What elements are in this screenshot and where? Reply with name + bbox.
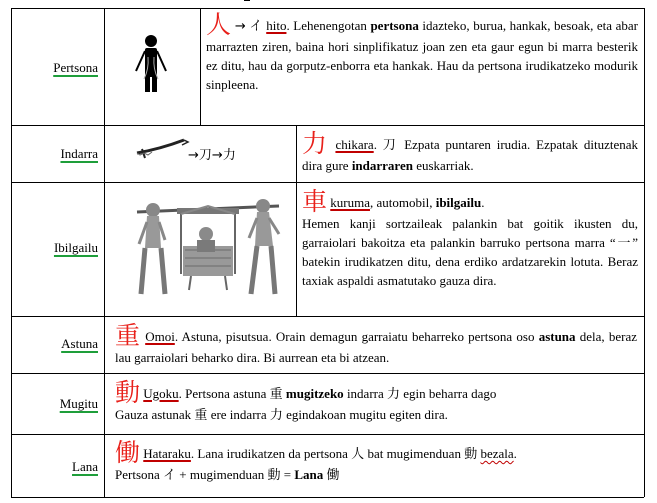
- row-divider: [11, 125, 644, 126]
- row-divider: [11, 316, 644, 317]
- row-divider: [11, 434, 644, 435]
- row-description-astuna: 重 Omoi. Astuna, pisutsua. Orain demagun garraiatu beharreko pertsona oso astuna dela, beraz lau garraiolari beharko dira. Bi aurrean eta bi atzean.: [115, 321, 638, 365]
- row-label-lana: Lana: [72, 459, 98, 474]
- row-divider: [11, 373, 644, 374]
- column-divider: [200, 8, 201, 125]
- row-label-pertsona: Pertsona: [53, 60, 98, 75]
- row-description-lana: 働 Hataraku. Lana irudikatzen da pertsona 人 bat mugimenduan 動 bezala. Pertsona イ + mugimenduan 動 = Lana 働: [115, 438, 517, 483]
- row-description-ibilgailu: 車 kuruma, automobil, ibilgailu. Hemen kanji sortzaileak palankin bat goitik ikusten du, garraiolari bakoitza eta palankin barruko pertsona marra “一” batekin irudikatzen ditu, dena erdiko ardatzarekin lotuta. Beraz taxiak aspaldi asmatutako gauza dira.: [302, 187, 638, 288]
- table-border: [11, 497, 644, 498]
- table-border: [11, 8, 12, 497]
- row-description-pertsona: 人 → イ hito. Lehenengotan pertsona idazteko, burua, hankak, besoak, eta abar marrazten ziren, baina hori sinplifikatuz joan zen eta gaur egun bi marra besterik ez ditu, hau da gorputz-enborra eta hankak. Hau da pertsona irudikatzeko modurik sinpleena.: [206, 10, 638, 92]
- top-mark: [244, 0, 250, 1]
- table-border: [644, 8, 645, 497]
- row-label-ibilgailu: Ibilgailu: [53, 240, 98, 255]
- sword-icon: [134, 138, 190, 160]
- row-label-astuna: Astuna: [61, 336, 98, 351]
- column-divider: [296, 125, 297, 316]
- row-description-mugitu: 動 Ugoku. Pertsona astuna 重 mugitzeko indarra 力 egin beharra dago Gauza astunak 重 ere indarra 力 egindakoan mugitu egiten dira.: [115, 378, 497, 423]
- table-border: [11, 8, 644, 9]
- row-description-indarra: 力 chikara. 刀 Ezpata puntaren irudia. Ezpatak dituztenak dira gure indarraren euskarriak.: [302, 129, 638, 173]
- person-figure-icon: [128, 33, 174, 93]
- palanquin-illustration: [133, 194, 283, 300]
- kanji-sequence: →刀→力: [188, 148, 236, 163]
- column-divider: [104, 8, 105, 497]
- row-label-indarra: Indarra: [60, 146, 98, 161]
- row-divider: [11, 182, 644, 183]
- row-label-mugitu: Mugitu: [59, 396, 98, 411]
